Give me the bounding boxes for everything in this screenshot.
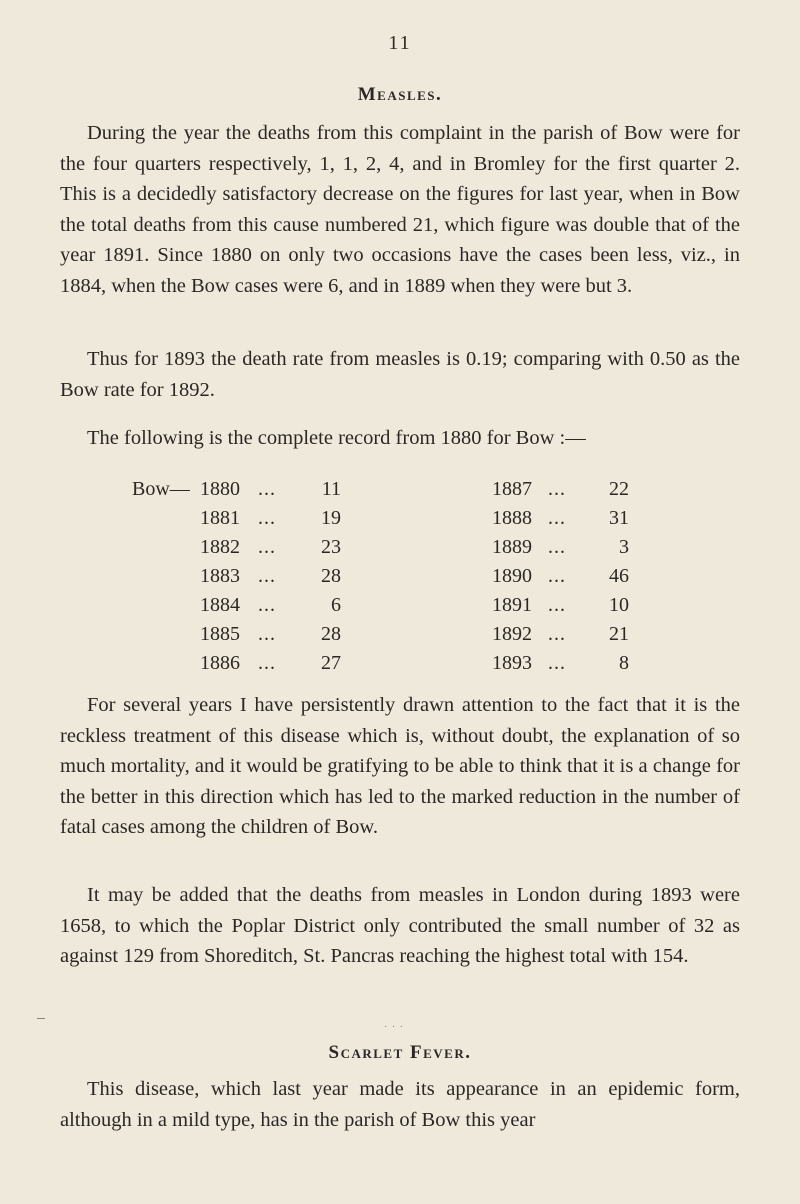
record-dots-left: ... [258, 478, 276, 500]
record-value-left: 6 [331, 594, 341, 616]
record-prefix: Bow— [132, 478, 190, 500]
record-value-right: 8 [619, 652, 629, 674]
record-year-right: 1888 [492, 507, 532, 529]
record-value-left: 23 [321, 536, 341, 558]
record-year-left: 1883 [200, 565, 240, 587]
record-dots-right: ... [548, 565, 566, 587]
margin-dash [37, 1018, 45, 1019]
record-dots-left: ... [258, 623, 276, 645]
record-year-right: 1892 [492, 623, 532, 645]
record-year-left: 1884 [200, 594, 240, 616]
record-year-left: 1880 [200, 478, 240, 500]
record-value-left: 11 [321, 478, 341, 500]
record-dots-left: ... [258, 565, 276, 587]
record-year-right: 1889 [492, 536, 532, 558]
record-year-right: 1890 [492, 565, 532, 587]
measles-record-table [0, 475, 800, 695]
record-year-left: 1881 [200, 507, 240, 529]
measles-paragraph-1: During the year the deaths from this complaint in the parish of Bow were for the four quarters respectively, 1, 1, 2, 4, and in Bromley for the first quarter 2. This is a decidedly satisfactory decrease on the figures for last year, when in Bow the total deaths from this cause numbered 21, which figure was double that of the year 1891. Since 1880 on only two occasions have the cases been less, viz., in 1884, when the Bow cases were 6, and in 1889 when they were but 3. [60, 122, 740, 297]
measles-paragraph-2: Thus for 1893 the death rate from measles is 0.19; comparing with 0.50 as the Bow rate for 1892. [60, 348, 740, 401]
record-value-right: 21 [609, 623, 629, 645]
scarlet-fever-heading: Scarlet Fever. [328, 1042, 472, 1063]
record-year-left: 1882 [200, 536, 240, 558]
record-year-left: 1886 [200, 652, 240, 674]
record-year-right: 1887 [492, 478, 532, 500]
record-dots-left: ... [258, 652, 276, 674]
measles-paragraph-5: It may be added that the deaths from measles in London during 1893 were 1658, to which the Poplar District only contributed the small number of 32 as against 129 from Shoreditch, St. Pancras reaching the highest total with 154. [60, 884, 740, 968]
record-dots-right: ... [548, 594, 566, 616]
record-value-right: 46 [609, 565, 629, 587]
record-dots-right: ... [548, 623, 566, 645]
record-value-right: 22 [609, 478, 629, 500]
record-value-right: 31 [609, 507, 629, 529]
record-dots-left: ... [258, 594, 276, 616]
record-year-right: 1893 [492, 652, 532, 674]
record-year-right: 1891 [492, 594, 532, 616]
record-value-left: 27 [321, 652, 341, 674]
record-dots-right: ... [548, 652, 566, 674]
page-number: 11 [388, 32, 412, 54]
record-dots-left: ... [258, 507, 276, 529]
separator-dots: · · · [384, 1022, 404, 1033]
record-value-left: 28 [321, 565, 341, 587]
record-value-right: 3 [619, 536, 629, 558]
record-year-left: 1885 [200, 623, 240, 645]
record-dots-right: ... [548, 478, 566, 500]
measles-paragraph-4: For several years I have persistently drawn attention to the fact that it is the reckless treatment of this disease which is, without doubt, the explanation of so much mortality, and it would be gratifying to be able to think that it is a change for the better in this direction which has led to the marked reduction in the number of fatal cases among the children of Bow. [60, 694, 740, 839]
record-dots-right: ... [548, 507, 566, 529]
record-value-left: 28 [321, 623, 341, 645]
scarlet-fever-paragraph-1: This disease, which last year made its appearance in an epidemic form, although in a mild type, has in the parish of Bow this year [60, 1078, 740, 1131]
record-dots-left: ... [258, 536, 276, 558]
record-value-left: 19 [321, 507, 341, 529]
record-value-right: 10 [609, 594, 629, 616]
measles-heading: Measles. [357, 84, 443, 105]
record-dots-right: ... [548, 536, 566, 558]
measles-paragraph-3: The following is the complete record from 1880 for Bow :— [87, 427, 586, 449]
